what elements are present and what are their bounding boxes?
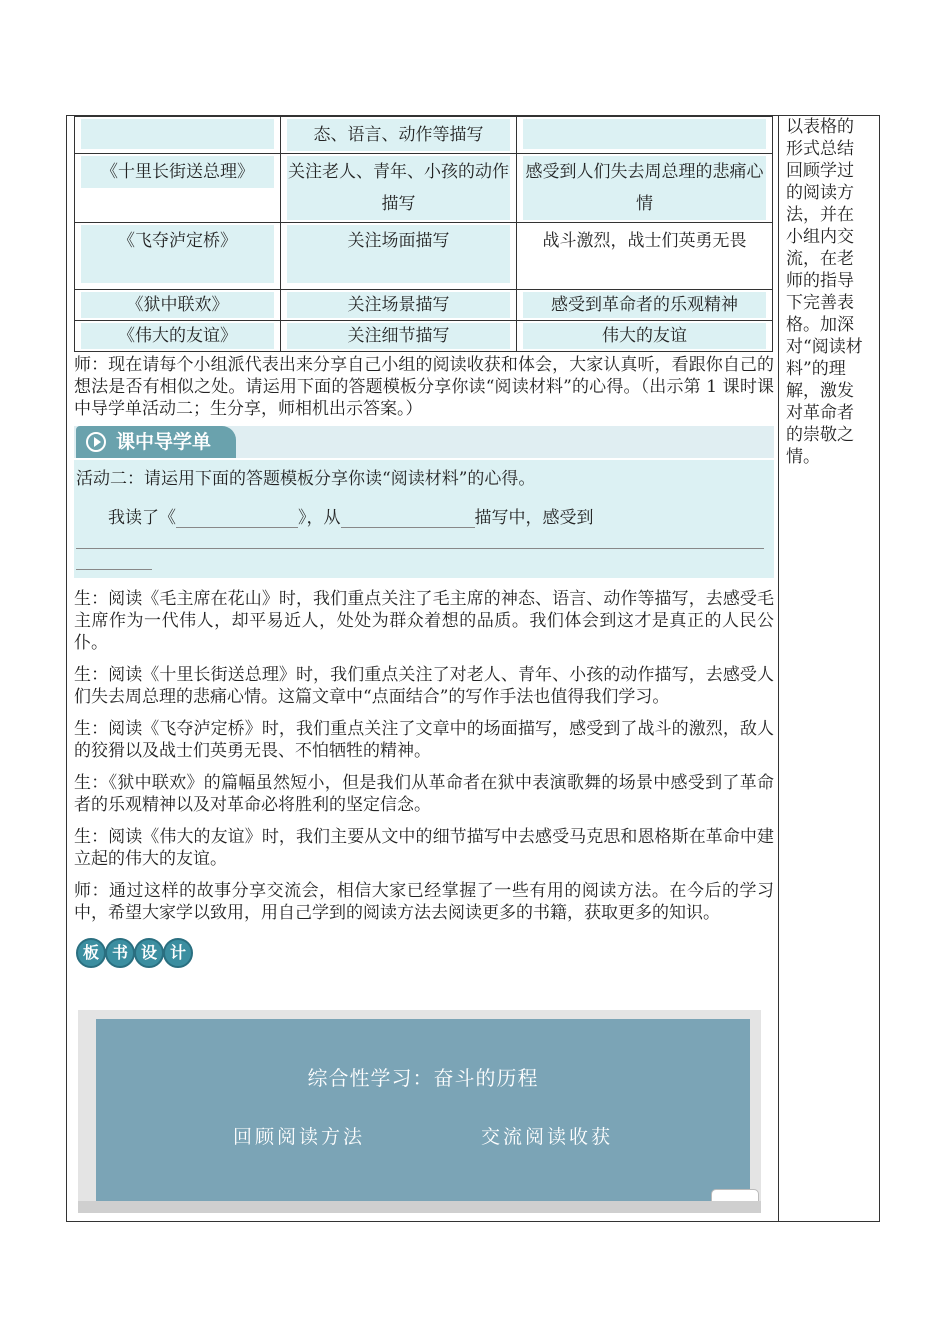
feeling-cell: 感受到人们失去周总理的悲痛心情 (523, 156, 766, 220)
activity-box (74, 460, 774, 578)
method-cell: 关注细节描写 (287, 323, 510, 349)
table-row (75, 223, 773, 290)
heading-char: 板 (76, 938, 106, 968)
template-part-c: 描写中，感受到 (474, 508, 594, 528)
heading-char: 设 (134, 938, 164, 968)
feeling-cell: 感受到革命者的乐观精神 (523, 292, 766, 318)
blackboard (78, 1010, 761, 1213)
activity-prompt: 活动二：请运用下面的答题模板分享你读“阅读材料”的心得。 (76, 469, 536, 489)
template-part-b: 》，从 (298, 508, 341, 528)
banner-tab (76, 426, 236, 458)
feeling-cell: 战斗激烈，战士们英勇无畏 (542, 231, 747, 251)
template-part-a: 我读了《 (108, 508, 176, 528)
table-row (75, 117, 773, 154)
book-title: 《飞夺泸定桥》 (81, 225, 274, 283)
answer-paragraph: 生：《狱中联欢》的篇幅虽然短小，但是我们从革命者在狱中表演歌舞的场景中感受到了革命者的乐观精神以及对革命必将胜利的坚定信念。 (74, 773, 774, 815)
method-cell: 态、语言、动作等描写 (287, 119, 510, 151)
book-title (81, 119, 274, 149)
book-title: 《伟大的友谊》 (81, 323, 274, 349)
heading-char: 计 (163, 938, 193, 968)
answer-template (76, 503, 772, 528)
chalk-tray (78, 1201, 761, 1213)
book-title: 《狱中联欢》 (81, 292, 274, 318)
method-cell: 关注老人、青年、小孩的动作描写 (287, 156, 510, 220)
heading-char: 书 (105, 938, 135, 968)
blackboard-face (96, 1019, 750, 1201)
answers (74, 588, 774, 924)
main-column (74, 116, 774, 972)
table-row (75, 290, 773, 321)
blank-line-short[interactable] (76, 549, 152, 570)
table-row (75, 321, 773, 352)
table-row (75, 154, 773, 223)
method-cell: 关注场景描写 (287, 292, 510, 318)
blank-line-full[interactable] (76, 528, 764, 549)
blank-method[interactable] (341, 507, 475, 528)
answer-paragraph: 生：阅读《毛主席在花山》时，我们重点关注了毛主席的神态、语言、动作等描写，去感受毛主席作为一代伟人，却平易近人，处处为群众着想的品质。我们体会到这才是真正的人民公仆。 (74, 589, 774, 653)
teacher-intro: 师：现在请每个小组派代表出来分享自己小组的阅读收获和体会，大家认真听，看跟你自己的想法是否有相似之处。请运用下面的答题模板分享你读“阅读材料”的心得。（出示第 1 课时课中导学单活动二；生分享，师相机出示答案。） (74, 355, 774, 419)
column-divider (778, 115, 779, 1222)
method-cell: 关注场面描写 (287, 225, 510, 283)
feeling-cell: 伟大的友谊 (523, 323, 766, 349)
reading-method-table (74, 116, 773, 352)
book-title: 《十里长街送总理》 (81, 156, 274, 188)
blank-title[interactable] (176, 507, 298, 528)
side-note: 以表格的形式总结回顾学过的阅读方法，并在小组内交流，在老师的指导下完善表格。加深对“阅读材料”的理解，激发对革命者的崇敬之情。 (786, 117, 863, 467)
feeling-cell (523, 119, 766, 149)
board-title: 综合性学习：奋斗的历程 (307, 1066, 539, 1090)
answer-paragraph: 生：阅读《十里长街送总理》时，我们重点关注了对老人、青年、小孩的动作描写，去感受人们失去周总理的悲痛心情。这篇文章中“点面结合”的写作手法也值得我们学习。 (74, 665, 774, 707)
board-left-text: 回顾阅读方法 (233, 1126, 366, 1148)
answer-paragraph: 生：阅读《伟大的友谊》时，我们主要从文中的细节描写中去感受马克思和恩格斯在革命中建立起的伟大的友谊。 (74, 827, 774, 869)
answer-paragraph: 生：阅读《飞夺泸定桥》时，我们重点关注了文章中的场面描写，感受到了战斗的激烈，敌人的狡猾以及战士们英勇无畏、不怕牺牲的精神。 (74, 719, 774, 761)
play-icon (86, 432, 106, 452)
guide-banner (74, 426, 774, 458)
banner-label: 课中导学单 (116, 431, 212, 453)
board-design-heading (74, 936, 774, 972)
teacher-summary: 师：通过这样的故事分享交流会，相信大家已经掌握了一些有用的阅读方法。在今后的学习中，希望大家学以致用，用自己学到的阅读方法去阅读更多的书籍，获取更多的知识。 (74, 881, 774, 923)
board-right-text: 交流阅读收获 (481, 1126, 614, 1148)
